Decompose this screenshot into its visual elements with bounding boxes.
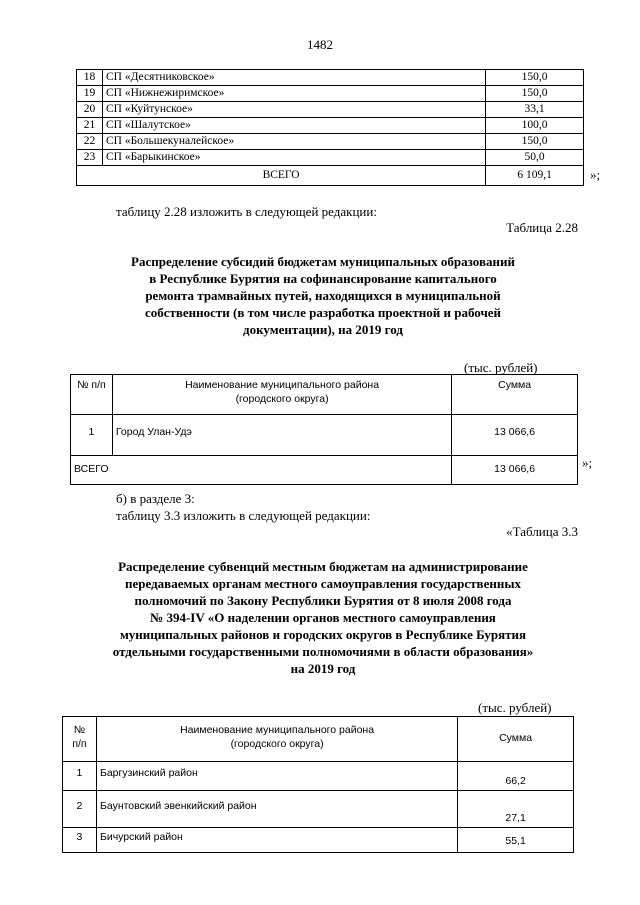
table-2-28 bbox=[70, 374, 578, 485]
title-line: № 394-IV «О наделении органов местного самоуправления bbox=[150, 610, 496, 625]
row-sum: 13 066,6 bbox=[452, 415, 578, 456]
row-sum: 150,0 bbox=[486, 70, 584, 86]
row-name: СП «Нижнежиримское» bbox=[102, 86, 485, 102]
total-label: ВСЕГО bbox=[77, 166, 486, 186]
row-number: 23 bbox=[77, 150, 103, 166]
row-name: СП «Шалутское» bbox=[102, 118, 485, 134]
row-sum: 50,0 bbox=[486, 150, 584, 166]
title-line: полномочий по Закону Республики Бурятия от 8 июля 2008 года bbox=[134, 593, 512, 608]
header-sum: Сумма bbox=[452, 375, 578, 415]
row-name: СП «Десятниковское» bbox=[102, 70, 485, 86]
table-row bbox=[77, 150, 584, 166]
row-sum: 100,0 bbox=[486, 118, 584, 134]
page-number: 1482 bbox=[307, 37, 333, 52]
table-row bbox=[63, 791, 574, 828]
row-number: 2 bbox=[63, 791, 97, 828]
row-number: 1 bbox=[63, 762, 97, 791]
total-value: 13 066,6 bbox=[452, 456, 578, 485]
intro-text: таблицу 2.28 изложить в следующей редакции: bbox=[116, 204, 377, 219]
table-row bbox=[63, 828, 574, 853]
header-name bbox=[112, 375, 451, 415]
total-row bbox=[77, 166, 584, 186]
table-label: Таблица 2.28 bbox=[506, 220, 578, 235]
title-line: Распределение субсидий бюджетам муниципальных образований bbox=[131, 254, 515, 269]
row-name: Город Улан-Удэ bbox=[112, 415, 451, 456]
table-header bbox=[71, 375, 578, 415]
row-sum: 150,0 bbox=[486, 134, 584, 150]
row-name: СП «Барыкинское» bbox=[102, 150, 485, 166]
table-title bbox=[60, 558, 586, 677]
total-label: ВСЕГО bbox=[71, 456, 452, 485]
header-number-line: № bbox=[73, 724, 86, 736]
row-number: 19 bbox=[77, 86, 103, 102]
row-sum: 150,0 bbox=[486, 86, 584, 102]
total-value: 6 109,1 bbox=[486, 166, 584, 186]
table-header bbox=[63, 717, 574, 762]
header-name-line: (городского округа) bbox=[235, 393, 329, 405]
closing-quote: »; bbox=[590, 167, 601, 182]
row-number: 21 bbox=[77, 118, 103, 134]
row-sum: 66,2 bbox=[458, 762, 574, 791]
row-sum: 27,1 bbox=[458, 791, 574, 828]
row-number: 1 bbox=[71, 415, 113, 456]
header-name-line: (городского округа) bbox=[230, 738, 324, 750]
header-name-line: Наименование муниципального района bbox=[180, 724, 375, 736]
title-line: ремонта трамвайных путей, находящихся в муниципальной bbox=[145, 288, 501, 303]
title-line: документации), на 2019 год bbox=[243, 322, 403, 337]
table-row bbox=[77, 70, 584, 86]
row-sum: 55,1 bbox=[458, 828, 574, 853]
row-name: Баргузинский район bbox=[96, 762, 457, 791]
section-text: б) в разделе 3: bbox=[116, 491, 195, 506]
row-sum: 33,1 bbox=[486, 102, 584, 118]
row-name: СП «Куйтунское» bbox=[102, 102, 485, 118]
table-row bbox=[77, 102, 584, 118]
header-name bbox=[96, 717, 457, 762]
title-line: на 2019 год bbox=[290, 661, 356, 676]
title-line: Распределение субвенций местным бюджетам на администрирование bbox=[118, 559, 528, 574]
header-number bbox=[63, 717, 97, 762]
row-number: 3 bbox=[63, 828, 97, 853]
unit-label: (тыс. рублей) bbox=[478, 700, 552, 715]
header-number-line: п/п bbox=[72, 738, 87, 750]
title-line: отдельными государственными полномочиями в области образования» bbox=[112, 644, 534, 659]
row-name: СП «Большекуналейское» bbox=[102, 134, 485, 150]
row-number: 18 bbox=[77, 70, 103, 86]
header-number: № п/п bbox=[71, 375, 113, 415]
title-line: в Республике Бурятия на софинансирование капитального bbox=[149, 271, 497, 286]
title-line: передаваемых органам местного самоуправления государственных bbox=[125, 576, 521, 591]
unit-label: (тыс. рублей) bbox=[464, 360, 538, 375]
header-sum: Сумма bbox=[458, 717, 574, 762]
table-row bbox=[71, 415, 578, 456]
intro-text: таблицу 3.3 изложить в следующей редакции: bbox=[116, 508, 371, 523]
table-row bbox=[77, 134, 584, 150]
row-name: Баунтовский эвенкийский район bbox=[96, 791, 457, 828]
table-label: «Таблица 3.3 bbox=[506, 524, 578, 539]
title-line: собственности (в том числе разработка проектной и рабочей bbox=[144, 305, 502, 320]
continuation-table bbox=[76, 69, 584, 186]
table-row bbox=[63, 762, 574, 791]
row-number: 20 bbox=[77, 102, 103, 118]
title-line: муниципальных районов и городских округов в Республике Бурятия bbox=[119, 627, 527, 642]
row-number: 22 bbox=[77, 134, 103, 150]
table-row bbox=[77, 118, 584, 134]
total-row bbox=[71, 456, 578, 485]
row-name: Бичурский район bbox=[96, 828, 457, 853]
table-row bbox=[77, 86, 584, 102]
header-name-line: Наименование муниципального района bbox=[185, 379, 380, 391]
closing-quote: »; bbox=[582, 455, 593, 470]
table-3-3 bbox=[62, 716, 574, 853]
table-title bbox=[80, 253, 566, 338]
